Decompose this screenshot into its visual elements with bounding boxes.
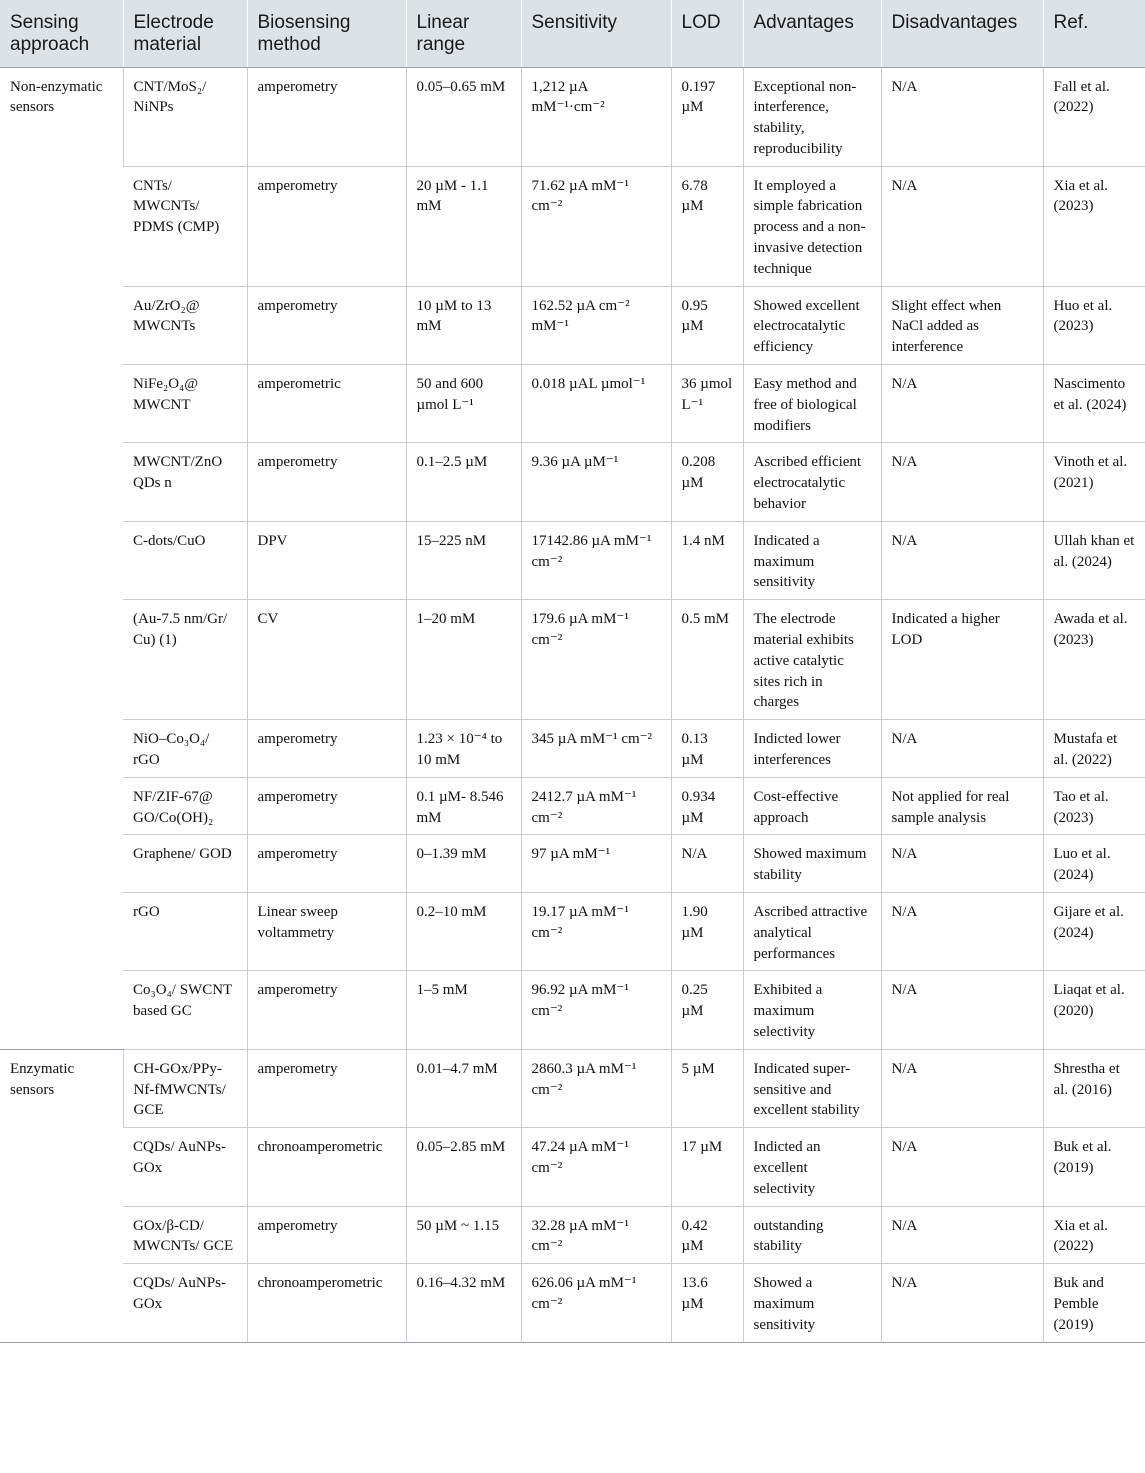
lod-cell: N/A <box>671 835 743 893</box>
disadvantages-cell: N/A <box>881 166 1043 286</box>
table-row <box>0 365 1145 443</box>
lod-cell: 0.5 mM <box>671 600 743 720</box>
sensitivity-cell: 9.36 µA µM⁻¹ <box>521 443 671 521</box>
table-row <box>0 1049 1145 1127</box>
table-body <box>0 67 1145 1342</box>
reference-cell: Ullah khan et al. (2024) <box>1043 521 1145 599</box>
disadvantages-cell: N/A <box>881 1049 1043 1127</box>
sensitivity-cell: 71.62 µA mM⁻¹ cm⁻² <box>521 166 671 286</box>
biosensing-method-cell: amperometry <box>247 777 406 835</box>
linear-range-cell: 0.05–0.65 mM <box>406 67 521 166</box>
advantages-cell: Ascribed efficient electrocatalytic behavior <box>743 443 881 521</box>
header-ref: Ref. <box>1043 0 1145 67</box>
electrode-material-cell: Graphene/ GOD <box>123 835 247 893</box>
table-row <box>0 166 1145 286</box>
header-disadvantages: Disadvantages <box>881 0 1043 67</box>
reference-cell: Liaqat et al. (2020) <box>1043 971 1145 1049</box>
reference-cell: Mustafa et al. (2022) <box>1043 720 1145 778</box>
electrode-material-cell: NiO–Co₃O₄/ rGO <box>123 720 247 778</box>
biosensing-method-cell: amperometry <box>247 67 406 166</box>
electrode-material-cell: CNTs/ MWCNTs/ PDMS (CMP) <box>123 166 247 286</box>
sensitivity-cell: 179.6 µA mM⁻¹ cm⁻² <box>521 600 671 720</box>
electrode-material-cell: Au/ZrO₂@ MWCNTs <box>123 286 247 364</box>
table-header <box>0 0 1145 67</box>
header-row <box>0 0 1145 67</box>
linear-range-cell: 1.23 × 10⁻⁴ to 10 mM <box>406 720 521 778</box>
lod-cell: 5 µM <box>671 1049 743 1127</box>
electrode-material-cell: C-dots/CuO <box>123 521 247 599</box>
header-biosensing-method: Biosensing method <box>247 0 406 67</box>
header-sensitivity: Sensitivity <box>521 0 671 67</box>
header-lod: LOD <box>671 0 743 67</box>
reference-cell: Tao et al. (2023) <box>1043 777 1145 835</box>
biosensing-method-cell: amperometric <box>247 365 406 443</box>
header-sensing-approach: Sensing approach <box>0 0 123 67</box>
lod-cell: 0.934 µM <box>671 777 743 835</box>
linear-range-cell: 0.1–2.5 µM <box>406 443 521 521</box>
electrode-material-cell: Co₃O₄/ SWCNT based GC <box>123 971 247 1049</box>
disadvantages-cell: N/A <box>881 67 1043 166</box>
reference-cell: Buk et al. (2019) <box>1043 1128 1145 1206</box>
reference-cell: Vinoth et al. (2021) <box>1043 443 1145 521</box>
disadvantages-cell: N/A <box>881 971 1043 1049</box>
lod-cell: 1.4 nM <box>671 521 743 599</box>
biosensing-method-cell: amperometry <box>247 720 406 778</box>
sensitivity-cell: 19.17 µA mM⁻¹ cm⁻² <box>521 893 671 971</box>
advantages-cell: Showed a maximum sensitivity <box>743 1264 881 1342</box>
biosensing-method-cell: chronoamperometric <box>247 1128 406 1206</box>
reference-cell: Buk and Pemble (2019) <box>1043 1264 1145 1342</box>
linear-range-cell: 50 µM ~ 1.15 <box>406 1206 521 1264</box>
electrode-material-cell: GOx/β-CD/ MWCNTs/ GCE <box>123 1206 247 1264</box>
table-row <box>0 893 1145 971</box>
sensing-approach-cell: Enzymatic sensors <box>0 1049 123 1342</box>
sensitivity-cell: 17142.86 µA mM⁻¹ cm⁻² <box>521 521 671 599</box>
table-row <box>0 521 1145 599</box>
linear-range-cell: 1–20 mM <box>406 600 521 720</box>
reference-cell: Luo et al. (2024) <box>1043 835 1145 893</box>
lod-cell: 36 µmol L⁻¹ <box>671 365 743 443</box>
electrode-material-cell: CH-GOx/PPy-Nf-fMWCNTs/ GCE <box>123 1049 247 1127</box>
biosensing-method-cell: DPV <box>247 521 406 599</box>
lod-cell: 6.78 µM <box>671 166 743 286</box>
linear-range-cell: 50 and 600 µmol L⁻¹ <box>406 365 521 443</box>
advantages-cell: Cost-effective approach <box>743 777 881 835</box>
advantages-cell: It employed a simple fabrication process and a non-invasive detection technique <box>743 166 881 286</box>
sensitivity-cell: 32.28 µA mM⁻¹ cm⁻² <box>521 1206 671 1264</box>
sensitivity-cell: 47.24 µA mM⁻¹ cm⁻² <box>521 1128 671 1206</box>
electrode-material-cell: NF/ZIF-67@ GO/Co(OH)₂ <box>123 777 247 835</box>
reference-cell: Huo et al. (2023) <box>1043 286 1145 364</box>
electrode-material-cell: CNT/MoS₂/ NiNPs <box>123 67 247 166</box>
linear-range-cell: 1–5 mM <box>406 971 521 1049</box>
electrode-material-cell: CQDs/ AuNPs-GOx <box>123 1264 247 1342</box>
advantages-cell: Indicated a maximum sensitivity <box>743 521 881 599</box>
electrode-material-cell: NiFe₂O₄@ MWCNT <box>123 365 247 443</box>
lod-cell: 0.25 µM <box>671 971 743 1049</box>
disadvantages-cell: N/A <box>881 365 1043 443</box>
header-linear-range: Linear range <box>406 0 521 67</box>
electrode-material-cell: MWCNT/ZnO QDs n <box>123 443 247 521</box>
advantages-cell: Ascribed attractive analytical performances <box>743 893 881 971</box>
sensitivity-cell: 0.018 µAL µmol⁻¹ <box>521 365 671 443</box>
disadvantages-cell: N/A <box>881 835 1043 893</box>
disadvantages-cell: N/A <box>881 1206 1043 1264</box>
disadvantages-cell: Slight effect when NaCl added as interference <box>881 286 1043 364</box>
electrode-material-cell: (Au-7.5 nm/Gr/ Cu) (1) <box>123 600 247 720</box>
biosensing-method-cell: Linear sweep voltammetry <box>247 893 406 971</box>
reference-cell: Awada et al. (2023) <box>1043 600 1145 720</box>
lod-cell: 0.208 µM <box>671 443 743 521</box>
table-row <box>0 971 1145 1049</box>
lod-cell: 13.6 µM <box>671 1264 743 1342</box>
biosensing-method-cell: CV <box>247 600 406 720</box>
table-row <box>0 777 1145 835</box>
biosensing-method-cell: amperometry <box>247 166 406 286</box>
table-row <box>0 1128 1145 1206</box>
lod-cell: 1.90 µM <box>671 893 743 971</box>
biosensing-method-cell: amperometry <box>247 443 406 521</box>
biosensing-method-cell: amperometry <box>247 286 406 364</box>
disadvantages-cell: N/A <box>881 1128 1043 1206</box>
table-row <box>0 67 1145 166</box>
advantages-cell: The electrode material exhibits active catalytic sites rich in charges <box>743 600 881 720</box>
reference-cell: Fall et al. (2022) <box>1043 67 1145 166</box>
sensitivity-cell: 345 µA mM⁻¹ cm⁻² <box>521 720 671 778</box>
table-row <box>0 286 1145 364</box>
table-row <box>0 443 1145 521</box>
linear-range-cell: 0.05–2.85 mM <box>406 1128 521 1206</box>
disadvantages-cell: N/A <box>881 443 1043 521</box>
electrode-material-cell: rGO <box>123 893 247 971</box>
disadvantages-cell: Indicated a higher LOD <box>881 600 1043 720</box>
sensing-approach-cell: Non-enzymatic sensors <box>0 67 123 1049</box>
linear-range-cell: 0.1 µM- 8.546 mM <box>406 777 521 835</box>
advantages-cell: Indicated super-sensitive and excellent stability <box>743 1049 881 1127</box>
advantages-cell: Showed excellent electrocatalytic efficiency <box>743 286 881 364</box>
disadvantages-cell: N/A <box>881 1264 1043 1342</box>
lod-cell: 17 µM <box>671 1128 743 1206</box>
lod-cell: 0.95 µM <box>671 286 743 364</box>
disadvantages-cell: N/A <box>881 720 1043 778</box>
advantages-cell: Indicted an excellent selectivity <box>743 1128 881 1206</box>
sensitivity-cell: 162.52 µA cm⁻² mM⁻¹ <box>521 286 671 364</box>
disadvantages-cell: N/A <box>881 521 1043 599</box>
linear-range-cell: 0–1.39 mM <box>406 835 521 893</box>
table-row <box>0 835 1145 893</box>
disadvantages-cell: N/A <box>881 893 1043 971</box>
advantages-cell: outstanding stability <box>743 1206 881 1264</box>
header-advantages: Advantages <box>743 0 881 67</box>
biosensing-method-cell: amperometry <box>247 1049 406 1127</box>
linear-range-cell: 10 µM to 13 mM <box>406 286 521 364</box>
linear-range-cell: 15–225 nM <box>406 521 521 599</box>
lod-cell: 0.13 µM <box>671 720 743 778</box>
biosensing-method-cell: chronoamperometric <box>247 1264 406 1342</box>
advantages-cell: Indicted lower interferences <box>743 720 881 778</box>
biosensing-method-cell: amperometry <box>247 971 406 1049</box>
lod-cell: 0.42 µM <box>671 1206 743 1264</box>
sensitivity-cell: 96.92 µA mM⁻¹ cm⁻² <box>521 971 671 1049</box>
disadvantages-cell: Not applied for real sample analysis <box>881 777 1043 835</box>
linear-range-cell: 0.2–10 mM <box>406 893 521 971</box>
reference-cell: Xia et al. (2023) <box>1043 166 1145 286</box>
sensitivity-cell: 1,212 µA mM⁻¹·cm⁻² <box>521 67 671 166</box>
advantages-cell: Easy method and free of biological modifiers <box>743 365 881 443</box>
reference-cell: Nascimento et al. (2024) <box>1043 365 1145 443</box>
reference-cell: Xia et al. (2022) <box>1043 1206 1145 1264</box>
reference-cell: Shrestha et al. (2016) <box>1043 1049 1145 1127</box>
sensitivity-cell: 626.06 µA mM⁻¹ cm⁻² <box>521 1264 671 1342</box>
advantages-cell: Showed maximum stability <box>743 835 881 893</box>
reference-cell: Gijare et al. (2024) <box>1043 893 1145 971</box>
biosensing-method-cell: amperometry <box>247 1206 406 1264</box>
lod-cell: 0.197 µM <box>671 67 743 166</box>
sensitivity-cell: 2412.7 µA mM⁻¹ cm⁻² <box>521 777 671 835</box>
advantages-cell: Exceptional non-interference, stability, reproducibility <box>743 67 881 166</box>
electrode-material-cell: CQDs/ AuNPs-GOx <box>123 1128 247 1206</box>
linear-range-cell: 0.16–4.32 mM <box>406 1264 521 1342</box>
table-row <box>0 720 1145 778</box>
table-row <box>0 600 1145 720</box>
biosensing-method-cell: amperometry <box>247 835 406 893</box>
sensitivity-cell: 2860.3 µA mM⁻¹ cm⁻² <box>521 1049 671 1127</box>
table-row <box>0 1264 1145 1342</box>
linear-range-cell: 0.01–4.7 mM <box>406 1049 521 1127</box>
advantages-cell: Exhibited a maximum selectivity <box>743 971 881 1049</box>
linear-range-cell: 20 µM - 1.1 mM <box>406 166 521 286</box>
table-row <box>0 1206 1145 1264</box>
header-electrode-material: Electrode material <box>123 0 247 67</box>
sensitivity-cell: 97 µA mM⁻¹ <box>521 835 671 893</box>
